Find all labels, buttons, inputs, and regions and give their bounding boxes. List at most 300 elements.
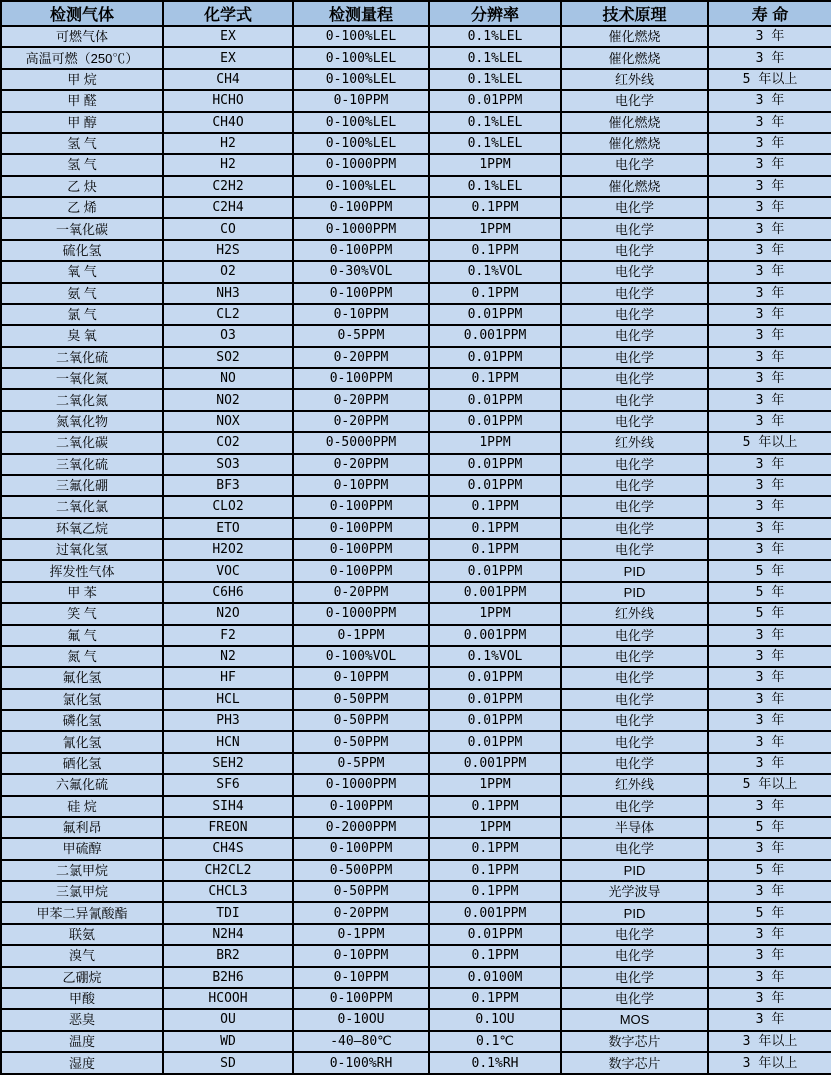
- resolution-cell: 0.1PPM: [429, 496, 561, 517]
- table-row: [1, 197, 831, 218]
- range-cell: 0-2000PPM: [293, 817, 429, 838]
- gas-cell: 一氧化碳: [1, 218, 163, 239]
- formula-cell: NOX: [163, 411, 293, 432]
- principle-cell: 电化学: [561, 518, 708, 539]
- table-row: [1, 838, 831, 859]
- formula-cell: N2H4: [163, 924, 293, 945]
- lifespan-cell: 3 年: [708, 325, 831, 346]
- principle-cell: 电化学: [561, 731, 708, 752]
- formula-cell: CH2CL2: [163, 860, 293, 881]
- table-row: [1, 603, 831, 624]
- range-cell: 0-50PPM: [293, 731, 429, 752]
- lifespan-cell: 3 年: [708, 26, 831, 47]
- resolution-cell: 0.1%VOL: [429, 646, 561, 667]
- table-row: [1, 731, 831, 752]
- formula-cell: C2H2: [163, 176, 293, 197]
- lifespan-cell: 3 年: [708, 112, 831, 133]
- principle-cell: 电化学: [561, 753, 708, 774]
- resolution-cell: 0.1PPM: [429, 240, 561, 261]
- gas-cell: 硒化氢: [1, 753, 163, 774]
- resolution-cell: 0.1PPM: [429, 197, 561, 218]
- lifespan-cell: 5 年: [708, 817, 831, 838]
- lifespan-cell: 3 年: [708, 539, 831, 560]
- range-cell: 0-100PPM: [293, 560, 429, 581]
- lifespan-cell: 3 年: [708, 347, 831, 368]
- lifespan-cell: 3 年: [708, 47, 831, 68]
- formula-cell: CH4O: [163, 112, 293, 133]
- principle-cell: 电化学: [561, 988, 708, 1009]
- resolution-cell: 0.1PPM: [429, 518, 561, 539]
- table-row: [1, 368, 831, 389]
- range-cell: 0-5000PPM: [293, 432, 429, 453]
- gas-cell: 氯 气: [1, 304, 163, 325]
- lifespan-cell: 3 年: [708, 945, 831, 966]
- resolution-cell: 0.01PPM: [429, 454, 561, 475]
- range-cell: 0-20PPM: [293, 582, 429, 603]
- gas-cell: 三氧化硫: [1, 454, 163, 475]
- range-cell: 0-100%RH: [293, 1052, 429, 1074]
- resolution-cell: 0.1%VOL: [429, 261, 561, 282]
- gas-cell: 甲 醛: [1, 90, 163, 111]
- gas-cell: 氰化氢: [1, 731, 163, 752]
- gas-cell: 氟化氢: [1, 667, 163, 688]
- gas-cell: 氟利昂: [1, 817, 163, 838]
- gas-cell: 氟 气: [1, 625, 163, 646]
- principle-cell: 数字芯片: [561, 1031, 708, 1052]
- formula-cell: CH4: [163, 69, 293, 90]
- gas-cell: 环氧乙烷: [1, 518, 163, 539]
- formula-cell: SEH2: [163, 753, 293, 774]
- table-row: [1, 347, 831, 368]
- resolution-cell: 0.1%LEL: [429, 47, 561, 68]
- range-cell: 0-10PPM: [293, 304, 429, 325]
- range-cell: 0-100PPM: [293, 539, 429, 560]
- formula-cell: HCOOH: [163, 988, 293, 1009]
- formula-cell: SIH4: [163, 796, 293, 817]
- table-row: [1, 689, 831, 710]
- principle-cell: 电化学: [561, 90, 708, 111]
- range-cell: 0-100PPM: [293, 496, 429, 517]
- gas-cell: 臭 氧: [1, 325, 163, 346]
- principle-cell: 电化学: [561, 261, 708, 282]
- principle-cell: PID: [561, 860, 708, 881]
- formula-cell: F2: [163, 625, 293, 646]
- formula-cell: CO2: [163, 432, 293, 453]
- principle-cell: 红外线: [561, 432, 708, 453]
- range-cell: 0-1PPM: [293, 625, 429, 646]
- gas-cell: 甲 醇: [1, 112, 163, 133]
- resolution-cell: 0.01PPM: [429, 667, 561, 688]
- table-row: [1, 496, 831, 517]
- formula-cell: CLO2: [163, 496, 293, 517]
- resolution-cell: 1PPM: [429, 432, 561, 453]
- resolution-cell: 0.1PPM: [429, 945, 561, 966]
- resolution-cell: 0.001PPM: [429, 902, 561, 923]
- lifespan-cell: 3 年: [708, 625, 831, 646]
- principle-cell: 电化学: [561, 667, 708, 688]
- gas-cell: 硫化氢: [1, 240, 163, 261]
- range-cell: 0-100%LEL: [293, 47, 429, 68]
- principle-cell: 催化燃烧: [561, 176, 708, 197]
- table-row: [1, 432, 831, 453]
- principle-cell: 数字芯片: [561, 1052, 708, 1074]
- range-cell: 0-500PPM: [293, 860, 429, 881]
- header-formula: 化学式: [163, 1, 293, 26]
- formula-cell: CHCL3: [163, 881, 293, 902]
- principle-cell: 红外线: [561, 69, 708, 90]
- gas-cell: 氮氧化物: [1, 411, 163, 432]
- formula-cell: H2S: [163, 240, 293, 261]
- principle-cell: 电化学: [561, 304, 708, 325]
- header-row: [1, 1, 831, 26]
- principle-cell: 电化学: [561, 411, 708, 432]
- resolution-cell: 0.1%LEL: [429, 69, 561, 90]
- formula-cell: NO2: [163, 389, 293, 410]
- lifespan-cell: 3 年: [708, 646, 831, 667]
- formula-cell: VOC: [163, 560, 293, 581]
- table-row: [1, 860, 831, 881]
- range-cell: 0-1000PPM: [293, 154, 429, 175]
- formula-cell: N2: [163, 646, 293, 667]
- range-cell: 0-20PPM: [293, 347, 429, 368]
- range-cell: 0-100PPM: [293, 197, 429, 218]
- lifespan-cell: 3 年以上: [708, 1052, 831, 1074]
- principle-cell: 电化学: [561, 283, 708, 304]
- range-cell: 0-100PPM: [293, 240, 429, 261]
- lifespan-cell: 3 年: [708, 218, 831, 239]
- table-row: [1, 796, 831, 817]
- gas-cell: 氨 气: [1, 283, 163, 304]
- formula-cell: SD: [163, 1052, 293, 1074]
- table-row: [1, 1009, 831, 1030]
- header-resolution: 分辨率: [429, 1, 561, 26]
- principle-cell: 电化学: [561, 967, 708, 988]
- gas-cell: 氯化氢: [1, 689, 163, 710]
- table-row: [1, 646, 831, 667]
- resolution-cell: 0.001PPM: [429, 582, 561, 603]
- lifespan-cell: 3 年: [708, 924, 831, 945]
- formula-cell: C2H4: [163, 197, 293, 218]
- gas-cell: 甲 苯: [1, 582, 163, 603]
- range-cell: 0-1000PPM: [293, 774, 429, 795]
- formula-cell: HF: [163, 667, 293, 688]
- principle-cell: 催化燃烧: [561, 133, 708, 154]
- header-range: 检测量程: [293, 1, 429, 26]
- range-cell: 0-100PPM: [293, 518, 429, 539]
- principle-cell: 电化学: [561, 154, 708, 175]
- table-row: [1, 389, 831, 410]
- lifespan-cell: 3 年: [708, 1009, 831, 1030]
- range-cell: 0-100%LEL: [293, 133, 429, 154]
- formula-cell: CH4S: [163, 838, 293, 859]
- formula-cell: SO3: [163, 454, 293, 475]
- gas-cell: 氢 气: [1, 154, 163, 175]
- gas-cell: 一氧化氮: [1, 368, 163, 389]
- formula-cell: N2O: [163, 603, 293, 624]
- table-row: [1, 261, 831, 282]
- formula-cell: SF6: [163, 774, 293, 795]
- resolution-cell: 0.01PPM: [429, 347, 561, 368]
- gas-cell: 氢 气: [1, 133, 163, 154]
- gas-cell: 联氨: [1, 924, 163, 945]
- principle-cell: PID: [561, 560, 708, 581]
- resolution-cell: 0.01PPM: [429, 304, 561, 325]
- lifespan-cell: 3 年: [708, 176, 831, 197]
- resolution-cell: 0.01PPM: [429, 90, 561, 111]
- principle-cell: 催化燃烧: [561, 26, 708, 47]
- resolution-cell: 1PPM: [429, 603, 561, 624]
- lifespan-cell: 3 年: [708, 881, 831, 902]
- table-row: [1, 967, 831, 988]
- range-cell: 0-100%LEL: [293, 176, 429, 197]
- table-row: [1, 154, 831, 175]
- range-cell: 0-1PPM: [293, 924, 429, 945]
- formula-cell: HCHO: [163, 90, 293, 111]
- formula-cell: NH3: [163, 283, 293, 304]
- lifespan-cell: 5 年: [708, 603, 831, 624]
- range-cell: 0-10PPM: [293, 90, 429, 111]
- gas-cell: 恶臭: [1, 1009, 163, 1030]
- range-cell: 0-50PPM: [293, 710, 429, 731]
- lifespan-cell: 3 年以上: [708, 1031, 831, 1052]
- table-row: [1, 411, 831, 432]
- principle-cell: 光学波导: [561, 881, 708, 902]
- table-row: [1, 539, 831, 560]
- lifespan-cell: 3 年: [708, 454, 831, 475]
- lifespan-cell: 3 年: [708, 90, 831, 111]
- principle-cell: PID: [561, 902, 708, 923]
- resolution-cell: 0.01PPM: [429, 560, 561, 581]
- range-cell: 0-20PPM: [293, 902, 429, 923]
- gas-cell: 氧 气: [1, 261, 163, 282]
- gas-cell: 湿度: [1, 1052, 163, 1074]
- lifespan-cell: 3 年: [708, 796, 831, 817]
- lifespan-cell: 3 年: [708, 304, 831, 325]
- range-cell: 0-100%LEL: [293, 69, 429, 90]
- resolution-cell: 0.1PPM: [429, 881, 561, 902]
- header-principle: 技术原理: [561, 1, 708, 26]
- resolution-cell: 0.1℃: [429, 1031, 561, 1052]
- table-row: [1, 753, 831, 774]
- gas-cell: 挥发性气体: [1, 560, 163, 581]
- resolution-cell: 1PPM: [429, 154, 561, 175]
- principle-cell: 电化学: [561, 389, 708, 410]
- resolution-cell: 0.1PPM: [429, 838, 561, 859]
- lifespan-cell: 3 年: [708, 710, 831, 731]
- formula-cell: NO: [163, 368, 293, 389]
- formula-cell: H2: [163, 154, 293, 175]
- range-cell: 0-20PPM: [293, 454, 429, 475]
- principle-cell: 电化学: [561, 496, 708, 517]
- range-cell: 0-5PPM: [293, 753, 429, 774]
- table-body: [1, 26, 831, 1074]
- lifespan-cell: 3 年: [708, 261, 831, 282]
- gas-cell: 磷化氢: [1, 710, 163, 731]
- formula-cell: SO2: [163, 347, 293, 368]
- range-cell: 0-100PPM: [293, 838, 429, 859]
- gas-cell: 二氯甲烷: [1, 860, 163, 881]
- table-row: [1, 240, 831, 261]
- header-gas: 检测气体: [1, 1, 163, 26]
- formula-cell: CL2: [163, 304, 293, 325]
- gas-cell: 甲酸: [1, 988, 163, 1009]
- formula-cell: PH3: [163, 710, 293, 731]
- principle-cell: 催化燃烧: [561, 47, 708, 68]
- table-row: [1, 945, 831, 966]
- table-row: [1, 90, 831, 111]
- table-row: [1, 560, 831, 581]
- table-row: [1, 518, 831, 539]
- resolution-cell: 1PPM: [429, 218, 561, 239]
- lifespan-cell: 3 年: [708, 154, 831, 175]
- resolution-cell: 0.001PPM: [429, 325, 561, 346]
- resolution-cell: 0.01PPM: [429, 389, 561, 410]
- principle-cell: MOS: [561, 1009, 708, 1030]
- lifespan-cell: 3 年: [708, 475, 831, 496]
- principle-cell: 电化学: [561, 539, 708, 560]
- resolution-cell: 0.1PPM: [429, 796, 561, 817]
- resolution-cell: 0.1%RH: [429, 1052, 561, 1074]
- lifespan-cell: 3 年: [708, 496, 831, 517]
- table-row: [1, 283, 831, 304]
- resolution-cell: 0.1PPM: [429, 988, 561, 1009]
- lifespan-cell: 5 年以上: [708, 774, 831, 795]
- formula-cell: WD: [163, 1031, 293, 1052]
- gas-cell: 二氧化氯: [1, 496, 163, 517]
- lifespan-cell: 5 年: [708, 560, 831, 581]
- formula-cell: H2: [163, 133, 293, 154]
- resolution-cell: 0.001PPM: [429, 753, 561, 774]
- principle-cell: 电化学: [561, 325, 708, 346]
- lifespan-cell: 3 年: [708, 240, 831, 261]
- gas-cell: 三氯甲烷: [1, 881, 163, 902]
- table-row: [1, 710, 831, 731]
- table-row: [1, 625, 831, 646]
- resolution-cell: 0.1PPM: [429, 368, 561, 389]
- formula-cell: O3: [163, 325, 293, 346]
- resolution-cell: 0.1PPM: [429, 860, 561, 881]
- lifespan-cell: 3 年: [708, 389, 831, 410]
- gas-cell: 乙 炔: [1, 176, 163, 197]
- gas-cell: 乙硼烷: [1, 967, 163, 988]
- lifespan-cell: 5 年以上: [708, 69, 831, 90]
- lifespan-cell: 3 年: [708, 283, 831, 304]
- lifespan-cell: 5 年以上: [708, 432, 831, 453]
- resolution-cell: 0.1%LEL: [429, 176, 561, 197]
- gas-cell: 高温可燃（250℃）: [1, 47, 163, 68]
- resolution-cell: 0.01PPM: [429, 731, 561, 752]
- gas-cell: 三氟化硼: [1, 475, 163, 496]
- gas-cell: 甲苯二异氰酸酯: [1, 902, 163, 923]
- table-row: [1, 1052, 831, 1074]
- principle-cell: 电化学: [561, 710, 708, 731]
- resolution-cell: 0.1OU: [429, 1009, 561, 1030]
- table-row: [1, 881, 831, 902]
- table-row: [1, 112, 831, 133]
- lifespan-cell: 3 年: [708, 667, 831, 688]
- gas-cell: 硅 烷: [1, 796, 163, 817]
- range-cell: 0-10PPM: [293, 667, 429, 688]
- range-cell: 0-100PPM: [293, 988, 429, 1009]
- lifespan-cell: 5 年: [708, 582, 831, 603]
- principle-cell: 电化学: [561, 240, 708, 261]
- resolution-cell: 0.001PPM: [429, 625, 561, 646]
- principle-cell: 电化学: [561, 368, 708, 389]
- table-row: [1, 325, 831, 346]
- lifespan-cell: 3 年: [708, 518, 831, 539]
- table-header: [1, 1, 831, 26]
- formula-cell: O2: [163, 261, 293, 282]
- formula-cell: CO: [163, 218, 293, 239]
- table-row: [1, 454, 831, 475]
- formula-cell: FREON: [163, 817, 293, 838]
- gas-cell: 二氧化碳: [1, 432, 163, 453]
- gas-cell: 可燃气体: [1, 26, 163, 47]
- table-row: [1, 304, 831, 325]
- lifespan-cell: 5 年: [708, 902, 831, 923]
- principle-cell: 电化学: [561, 646, 708, 667]
- formula-cell: ETO: [163, 518, 293, 539]
- resolution-cell: 0.01PPM: [429, 475, 561, 496]
- formula-cell: HCL: [163, 689, 293, 710]
- table-row: [1, 47, 831, 68]
- principle-cell: 电化学: [561, 475, 708, 496]
- range-cell: 0-10PPM: [293, 475, 429, 496]
- resolution-cell: 1PPM: [429, 774, 561, 795]
- gas-cell: 六氟化硫: [1, 774, 163, 795]
- gas-cell: 溴气: [1, 945, 163, 966]
- resolution-cell: 0.1%LEL: [429, 26, 561, 47]
- gas-cell: 甲硫醇: [1, 838, 163, 859]
- formula-cell: H2O2: [163, 539, 293, 560]
- lifespan-cell: 3 年: [708, 197, 831, 218]
- lifespan-cell: 3 年: [708, 988, 831, 1009]
- table-row: [1, 774, 831, 795]
- lifespan-cell: 3 年: [708, 731, 831, 752]
- principle-cell: 红外线: [561, 774, 708, 795]
- lifespan-cell: 3 年: [708, 967, 831, 988]
- formula-cell: OU: [163, 1009, 293, 1030]
- table-row: [1, 133, 831, 154]
- principle-cell: 电化学: [561, 454, 708, 475]
- principle-cell: 电化学: [561, 347, 708, 368]
- range-cell: 0-50PPM: [293, 881, 429, 902]
- gas-cell: 甲 烷: [1, 69, 163, 90]
- lifespan-cell: 5 年: [708, 860, 831, 881]
- gas-cell: 二氧化氮: [1, 389, 163, 410]
- resolution-cell: 0.1PPM: [429, 539, 561, 560]
- range-cell: 0-1000PPM: [293, 603, 429, 624]
- range-cell: 0-10PPM: [293, 945, 429, 966]
- range-cell: 0-20PPM: [293, 411, 429, 432]
- principle-cell: PID: [561, 582, 708, 603]
- table-row: [1, 902, 831, 923]
- table-row: [1, 924, 831, 945]
- range-cell: 0-100PPM: [293, 796, 429, 817]
- gas-cell: 温度: [1, 1031, 163, 1052]
- table-row: [1, 176, 831, 197]
- range-cell: 0-30%VOL: [293, 261, 429, 282]
- resolution-cell: 1PPM: [429, 817, 561, 838]
- table-row: [1, 69, 831, 90]
- header-lifespan: 寿 命: [708, 1, 831, 26]
- resolution-cell: 0.1%LEL: [429, 112, 561, 133]
- range-cell: -40—80℃: [293, 1031, 429, 1052]
- principle-cell: 电化学: [561, 218, 708, 239]
- resolution-cell: 0.01PPM: [429, 411, 561, 432]
- gas-cell: 过氧化氢: [1, 539, 163, 560]
- principle-cell: 电化学: [561, 796, 708, 817]
